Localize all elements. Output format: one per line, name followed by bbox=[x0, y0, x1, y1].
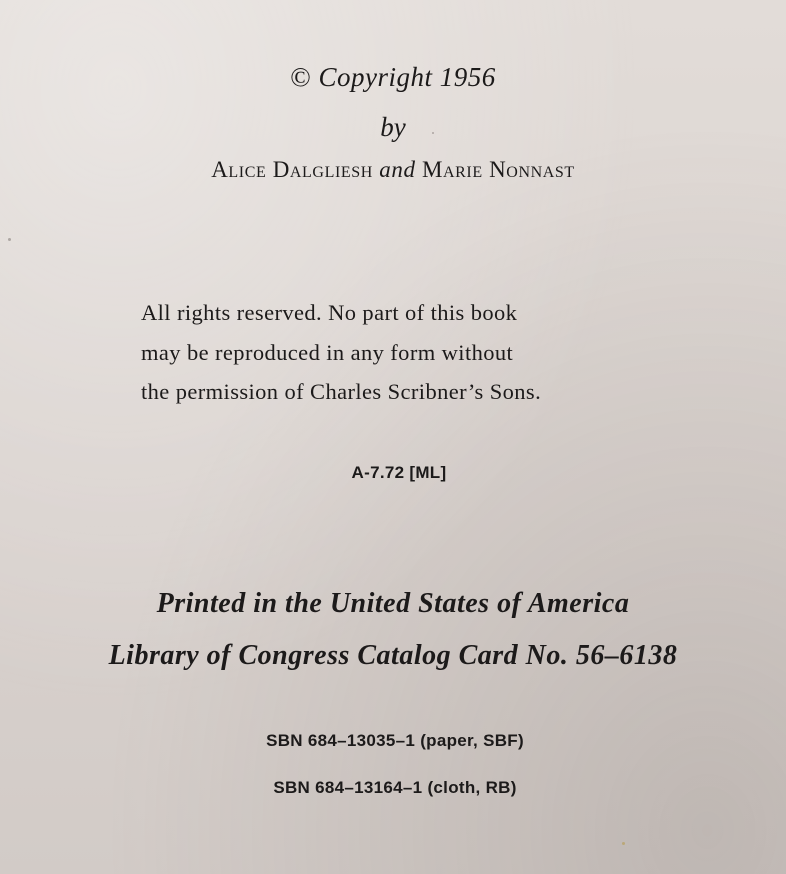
by-line: by bbox=[380, 112, 406, 142]
copyright-text: Copyright 1956 bbox=[318, 62, 496, 92]
paper-speck bbox=[8, 238, 11, 241]
rights-notice-line: the permission of Charles Scribner’s Sons. bbox=[141, 379, 542, 404]
library-of-congress-number: Library of Congress Catalog Card No. 56–6138 bbox=[108, 640, 678, 671]
print-code: A-7.72 [ML] bbox=[351, 463, 447, 482]
sbn-paper: SBN 684–13035–1 (paper, SBF) bbox=[266, 731, 524, 750]
copyright-symbol: © bbox=[290, 62, 312, 92]
author-first: Alice Dalgliesh bbox=[211, 157, 373, 182]
author-second: Marie Nonnast bbox=[421, 157, 575, 182]
copyright-statement bbox=[0, 62, 786, 93]
authors-line bbox=[0, 157, 786, 183]
paper-speck bbox=[622, 842, 625, 845]
paper-speck bbox=[432, 132, 434, 134]
sbn-cloth: SBN 684–13164–1 (cloth, RB) bbox=[273, 778, 517, 797]
printed-in-statement: Printed in the United States of America bbox=[156, 588, 630, 619]
rights-notice-line: All rights reserved. No part of this book bbox=[141, 300, 518, 325]
authors-conjunction: and bbox=[379, 157, 416, 182]
rights-notice-line: may be reproduced in any form without bbox=[141, 340, 514, 365]
